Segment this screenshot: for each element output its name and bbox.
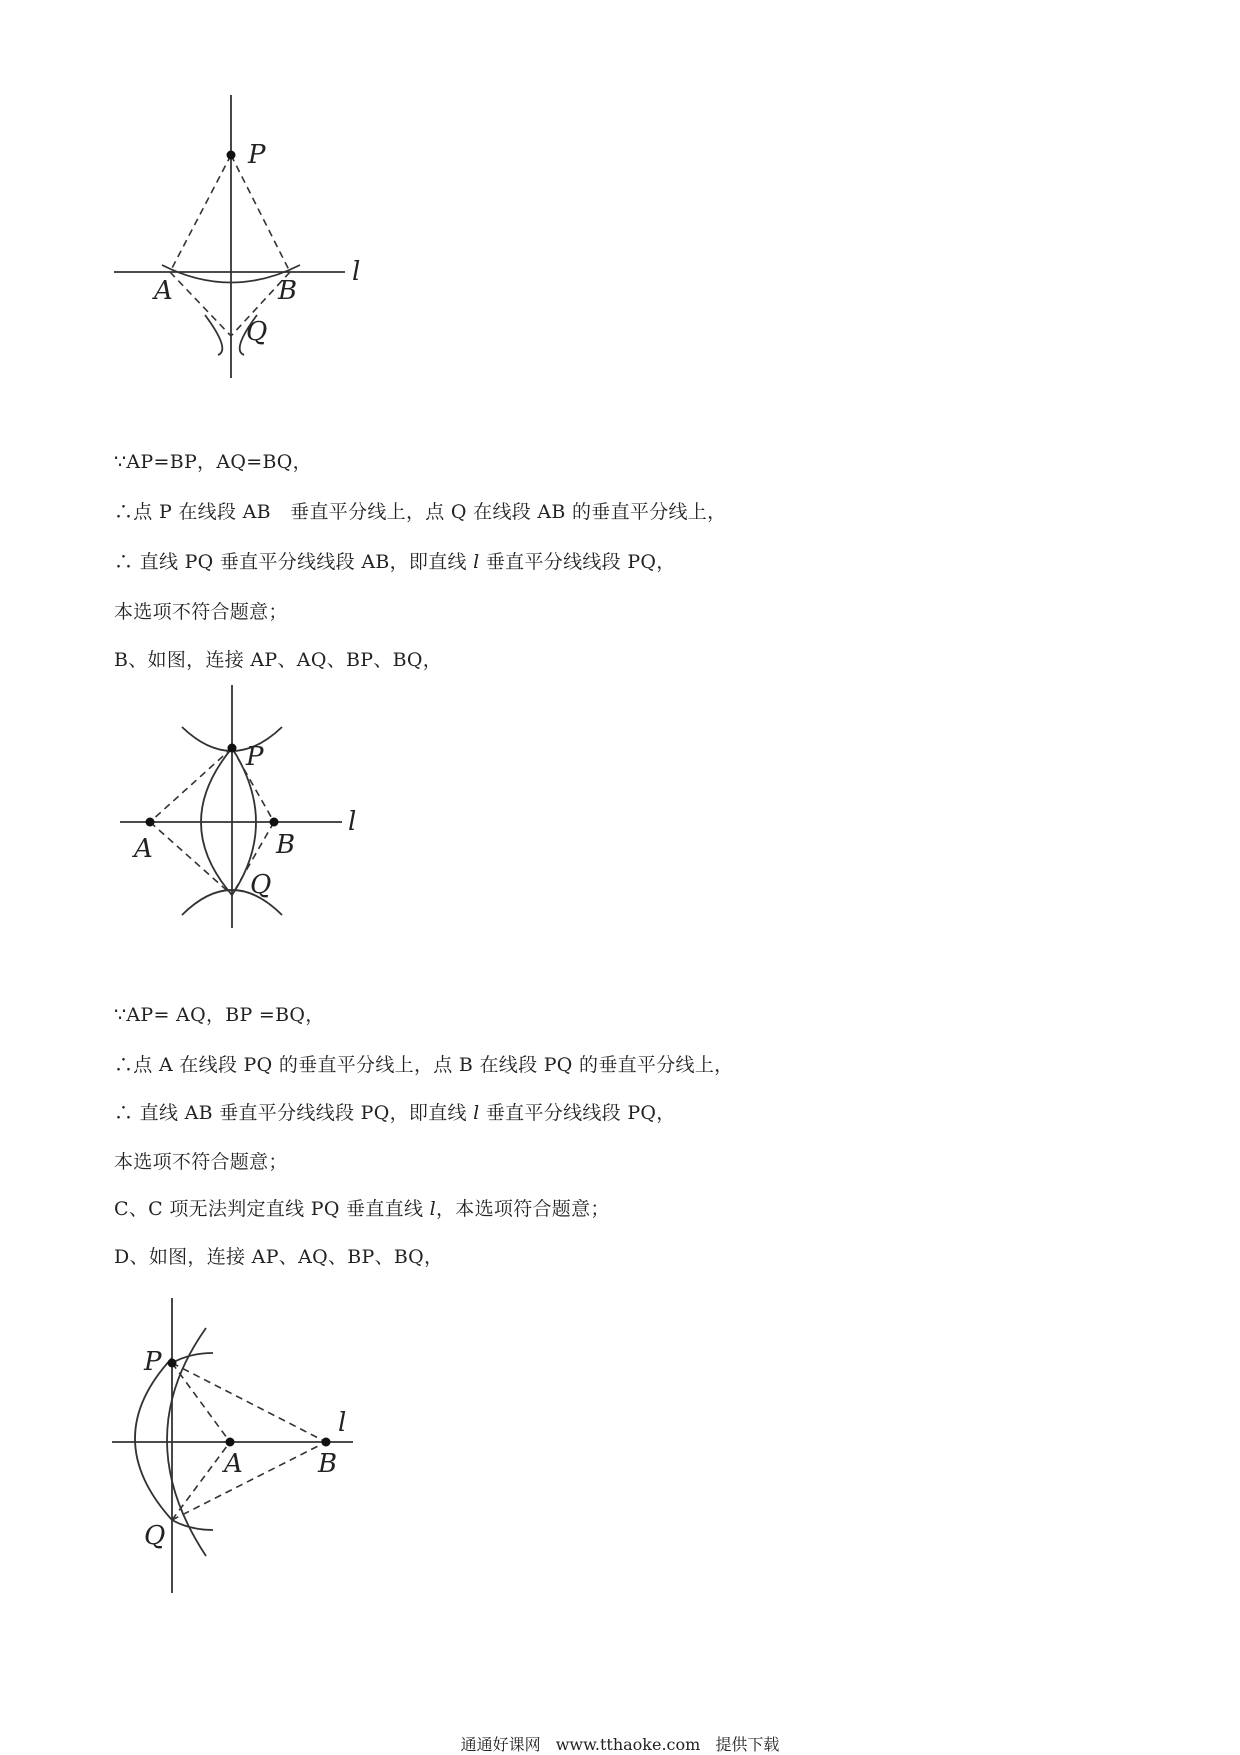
proof-b-line-4: 本选项不符合题意； <box>114 1151 288 1173</box>
proof-b-line-2: ∴点 A 在线段 PQ 的垂直平分线上，点 B 在线段 PQ 的垂直平分线上， <box>114 1054 734 1076</box>
segment-bq <box>172 1442 326 1520</box>
page-footer <box>0 1732 1240 1755</box>
label-q: Q <box>250 870 272 900</box>
option-c-pre: C、C 项无法判定直线 PQ 垂直直线 <box>114 1198 430 1220</box>
point-p <box>228 744 237 753</box>
proof-a-line-4: 本选项不符合题意； <box>114 601 288 623</box>
segment-ap <box>150 748 232 822</box>
label-p: P <box>248 140 266 170</box>
footer-url[interactable]: www.tthaoke.com <box>555 1735 701 1754</box>
label-p: P <box>144 1347 162 1377</box>
label-a: A <box>154 276 173 306</box>
label-b: B <box>276 830 296 860</box>
figure-3-diagram <box>108 1298 368 1598</box>
figure-2-diagram <box>110 685 380 935</box>
figure-2-svg <box>110 685 380 935</box>
point-p <box>168 1359 177 1368</box>
option-c-text <box>114 1196 610 1222</box>
arc-q-left <box>205 315 222 355</box>
point-b <box>322 1438 331 1447</box>
proof-a-line-3-l: l <box>473 551 480 573</box>
option-c-post: ，本选项符合题意； <box>436 1198 610 1220</box>
label-l: l <box>348 807 357 837</box>
point-a <box>146 818 155 827</box>
proof-b-line-3 <box>114 1100 676 1126</box>
segment-aq <box>172 1442 230 1520</box>
figure-3-svg <box>108 1298 368 1598</box>
option-d-intro: D、如图，连接 AP、AQ、BP、BQ， <box>114 1246 444 1268</box>
label-a: A <box>134 834 153 864</box>
label-a: A <box>224 1449 243 1479</box>
point-a <box>226 1438 235 1447</box>
label-q: Q <box>246 317 268 347</box>
segment-ap <box>170 155 231 272</box>
point-b <box>270 818 279 827</box>
option-b-intro: B、如图，连接 AP、AQ、BP、BQ， <box>114 649 443 671</box>
label-p: P <box>246 742 264 772</box>
proof-b-line-3-l: l <box>473 1102 480 1124</box>
option-c-l: l <box>429 1198 436 1220</box>
label-l: l <box>352 257 361 287</box>
segment-bp <box>231 155 290 272</box>
proof-a-line-1: ∵AP=BP，AQ=BQ， <box>114 451 312 473</box>
proof-b-line-3-pre: ∴ 直线 AB 垂直平分线线段 PQ，即直线 <box>114 1102 474 1124</box>
segment-aq <box>150 822 232 895</box>
label-q: Q <box>144 1521 166 1551</box>
proof-b-line-1: ∵AP= AQ，BP =BQ， <box>114 1004 325 1026</box>
figure-1-svg <box>100 95 380 385</box>
label-b: B <box>278 276 298 306</box>
footer-site-name: 通通好课网 <box>460 1735 541 1754</box>
proof-a-line-3-post: 垂直平分线线段 PQ， <box>479 551 676 573</box>
arc-bottom-small <box>172 1520 213 1530</box>
segment-bp <box>172 1363 326 1442</box>
proof-b-line-3-post: 垂直平分线线段 PQ， <box>479 1102 676 1124</box>
point-p <box>227 151 236 160</box>
footer-download: 提供下载 <box>715 1735 780 1754</box>
label-l: l <box>338 1408 347 1438</box>
figure-1-diagram <box>100 95 380 385</box>
proof-a-line-3 <box>114 549 676 575</box>
label-b: B <box>318 1449 338 1479</box>
proof-a-line-2: ∴点 P 在线段 AB 垂直平分线上，点 Q 在线段 AB 的垂直平分线上， <box>114 501 727 523</box>
arc-top-small <box>172 1353 213 1363</box>
proof-a-line-3-pre: ∴ 直线 PQ 垂直平分线线段 AB，即直线 <box>114 551 474 573</box>
segment-ap <box>172 1363 230 1442</box>
